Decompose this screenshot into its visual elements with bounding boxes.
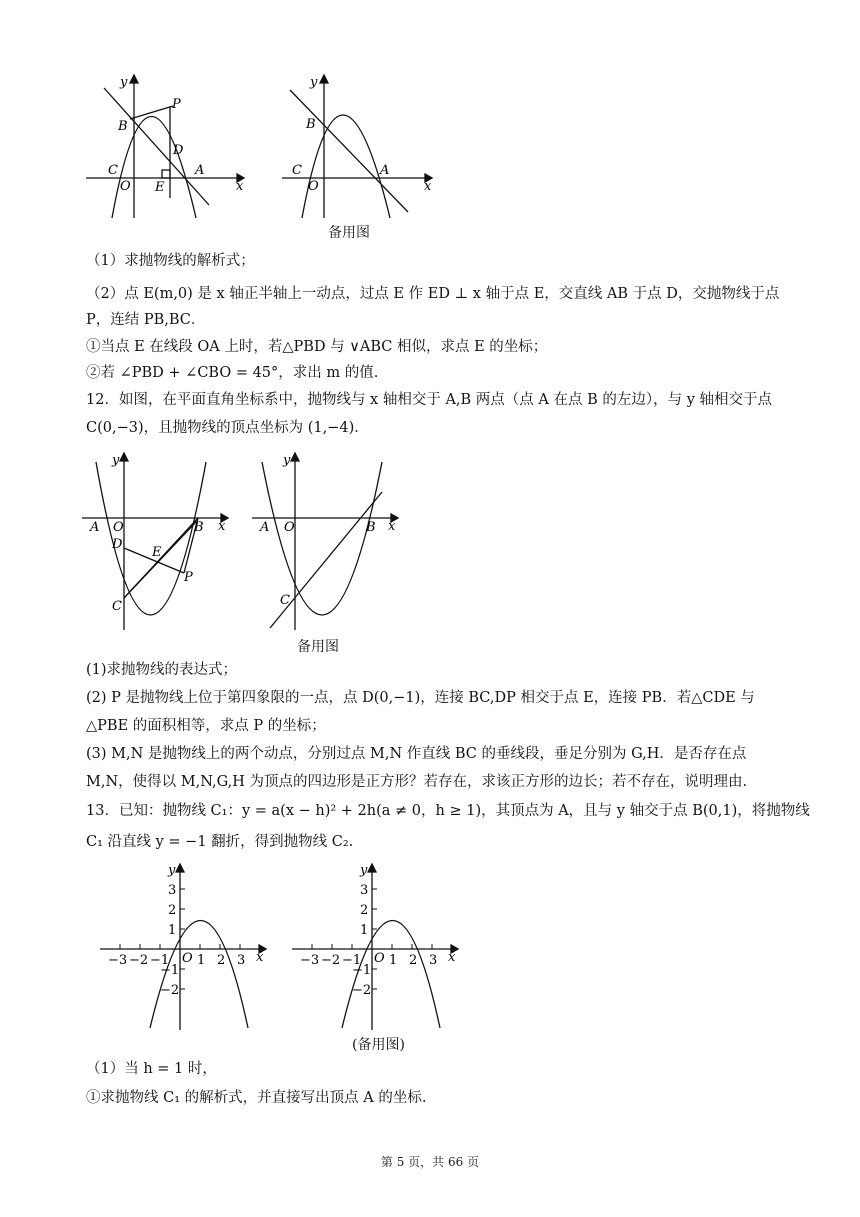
- q13-ytick: 2: [168, 903, 177, 918]
- q13-backup-caption: (备用图): [352, 1037, 405, 1053]
- q11-label-y: y: [120, 75, 128, 90]
- q13-ytick: 3: [168, 883, 177, 898]
- q11-part2-1: ①当点 E 在线段 OA 上时，若△PBD 与 ∨ABC 相似，求点 E 的坐标；: [86, 339, 548, 355]
- q12-label-B: B: [194, 520, 204, 535]
- q12-label-A: A: [90, 520, 100, 535]
- q13-figure-main: [98, 858, 273, 1033]
- q13-label-y: y: [168, 863, 176, 878]
- q11-label-D: D: [173, 143, 184, 158]
- q12-label-x: x: [218, 519, 226, 534]
- q11-label-B: B: [118, 119, 128, 134]
- q13-xtick: −3: [108, 953, 128, 968]
- q12-stem-1: 12．如图，在平面直角坐标系中，抛物线与 x 轴相交于 A,B 两点（点 A 在点 B 的左边），与 y 轴相交于点: [86, 392, 773, 408]
- q11-label-x: x: [236, 179, 244, 194]
- q13-xtick: 3: [237, 953, 246, 968]
- q13-ytick: −1: [160, 963, 180, 978]
- q12-label-P: P: [184, 570, 193, 585]
- q13-ytick: −2: [160, 983, 180, 998]
- q12-stem-2: C(0,−3)，且抛物线的顶点坐标为 (1,−4)．: [86, 420, 369, 436]
- q11-label-P: P: [172, 97, 181, 112]
- q13b-xtick: −1: [342, 953, 362, 968]
- q11-label-A: A: [195, 163, 205, 178]
- q13b-xtick: −2: [321, 953, 341, 968]
- q13b-ytick: 1: [360, 923, 369, 938]
- q13b-label-O: O: [374, 951, 385, 966]
- q11b-label-x: x: [424, 179, 432, 194]
- q13-xtick: 2: [217, 953, 226, 968]
- q13-xtick: −1: [150, 953, 170, 968]
- q13-ytick: 1: [168, 923, 177, 938]
- q12b-label-C: C: [280, 593, 290, 608]
- q11b-label-B: B: [306, 117, 316, 132]
- q13b-ytick: −1: [352, 963, 372, 978]
- q13-stem-1: 13．已知：抛物线 C₁：y = a(x − h)² + 2h(a ≠ 0，h ≥ 1)，其顶点为 A，且与 y 轴交于点 B(0,1)，将抛物线: [86, 803, 810, 819]
- q13b-ytick: 2: [360, 903, 369, 918]
- q11-figure-backup: [280, 70, 440, 220]
- q13b-label-x: x: [448, 950, 456, 965]
- q12b-label-A: A: [260, 520, 270, 535]
- q12b-label-y: y: [283, 453, 291, 468]
- q12-figure-backup: [250, 448, 410, 633]
- q13-part1: （1）当 h = 1 时，: [86, 1061, 217, 1077]
- q13-label-O: O: [182, 951, 193, 966]
- q11-part2-b: P，连结 PB,BC．: [86, 312, 206, 328]
- q12-part3-b: M,N，使得以 M,N,G,H 为顶点的四边形是正方形？若存在，求该正方形的边长；若不存在，说明理由.: [86, 774, 748, 790]
- q11-figure-main: [84, 70, 259, 220]
- q11-label-C: C: [108, 163, 118, 178]
- q12-part3-a: (3) M,N 是抛物线上的两个动点，分别过点 M,N 作直线 BC 的垂线段，垂足分别为 G,H．是否存在点: [86, 746, 747, 762]
- q11-backup-caption: 备用图: [328, 225, 370, 241]
- q12b-label-O: O: [284, 520, 295, 535]
- q13-part1-1: ①求抛物线 C₁ 的解析式，并直接写出顶点 A 的坐标.: [86, 1090, 427, 1106]
- q11-label-E: E: [155, 180, 165, 195]
- q12-part1: (1)求抛物线的表达式；: [86, 662, 238, 678]
- q12-label-O: O: [113, 520, 124, 535]
- q12-label-C: C: [112, 599, 122, 614]
- q13b-xtick: 1: [389, 953, 398, 968]
- q12-part2-a: (2) P 是抛物线上位于第四象限的一点，点 D(0,−1)，连接 BC,DP 相交于点 E，连接 PB．若△CDE 与: [86, 690, 755, 706]
- q12-label-E: E: [152, 545, 162, 560]
- q12-figure-main: [80, 448, 240, 633]
- q13-label-x: x: [256, 950, 264, 965]
- q12-label-y: y: [112, 453, 120, 468]
- page-footer: 第 5 页，共 66 页: [380, 1155, 480, 1169]
- q11-label-O: O: [120, 179, 131, 194]
- q12b-label-x: x: [388, 519, 396, 534]
- q11b-label-A: A: [380, 163, 390, 178]
- q13b-label-y: y: [360, 863, 368, 878]
- q12b-label-B: B: [366, 520, 376, 535]
- q11-part1: （1）求抛物线的解析式；: [86, 253, 255, 269]
- q11b-label-y: y: [310, 75, 318, 90]
- q13-xtick: −2: [129, 953, 149, 968]
- q11-part2-2: ②若 ∠PBD + ∠CBO = 45°，求出 m 的值.: [86, 365, 379, 381]
- q13b-xtick: 2: [409, 953, 418, 968]
- q13-stem-2: C₁ 沿直线 y = −1 翻折，得到抛物线 C₂.: [86, 834, 354, 850]
- q12-part2-b: △PBE 的面积相等，求点 P 的坐标；: [86, 718, 326, 734]
- q12-backup-caption: 备用图: [297, 639, 339, 655]
- q11b-label-O: O: [308, 179, 319, 194]
- q13-figure-backup: [290, 858, 465, 1033]
- q12-label-D: D: [112, 537, 123, 552]
- q11-part2-a: （2）点 E(m,0) 是 x 轴正半轴上一动点，过点 E 作 ED ⊥ x 轴于点 E，交直线 AB 于点 D，交抛物线于点: [86, 286, 780, 302]
- q13b-ytick: 3: [360, 883, 369, 898]
- q11b-label-C: C: [292, 163, 302, 178]
- q13b-xtick: −3: [300, 953, 320, 968]
- q13b-xtick: 3: [429, 953, 438, 968]
- q13-xtick: 1: [197, 953, 206, 968]
- q13b-ytick: −2: [352, 983, 372, 998]
